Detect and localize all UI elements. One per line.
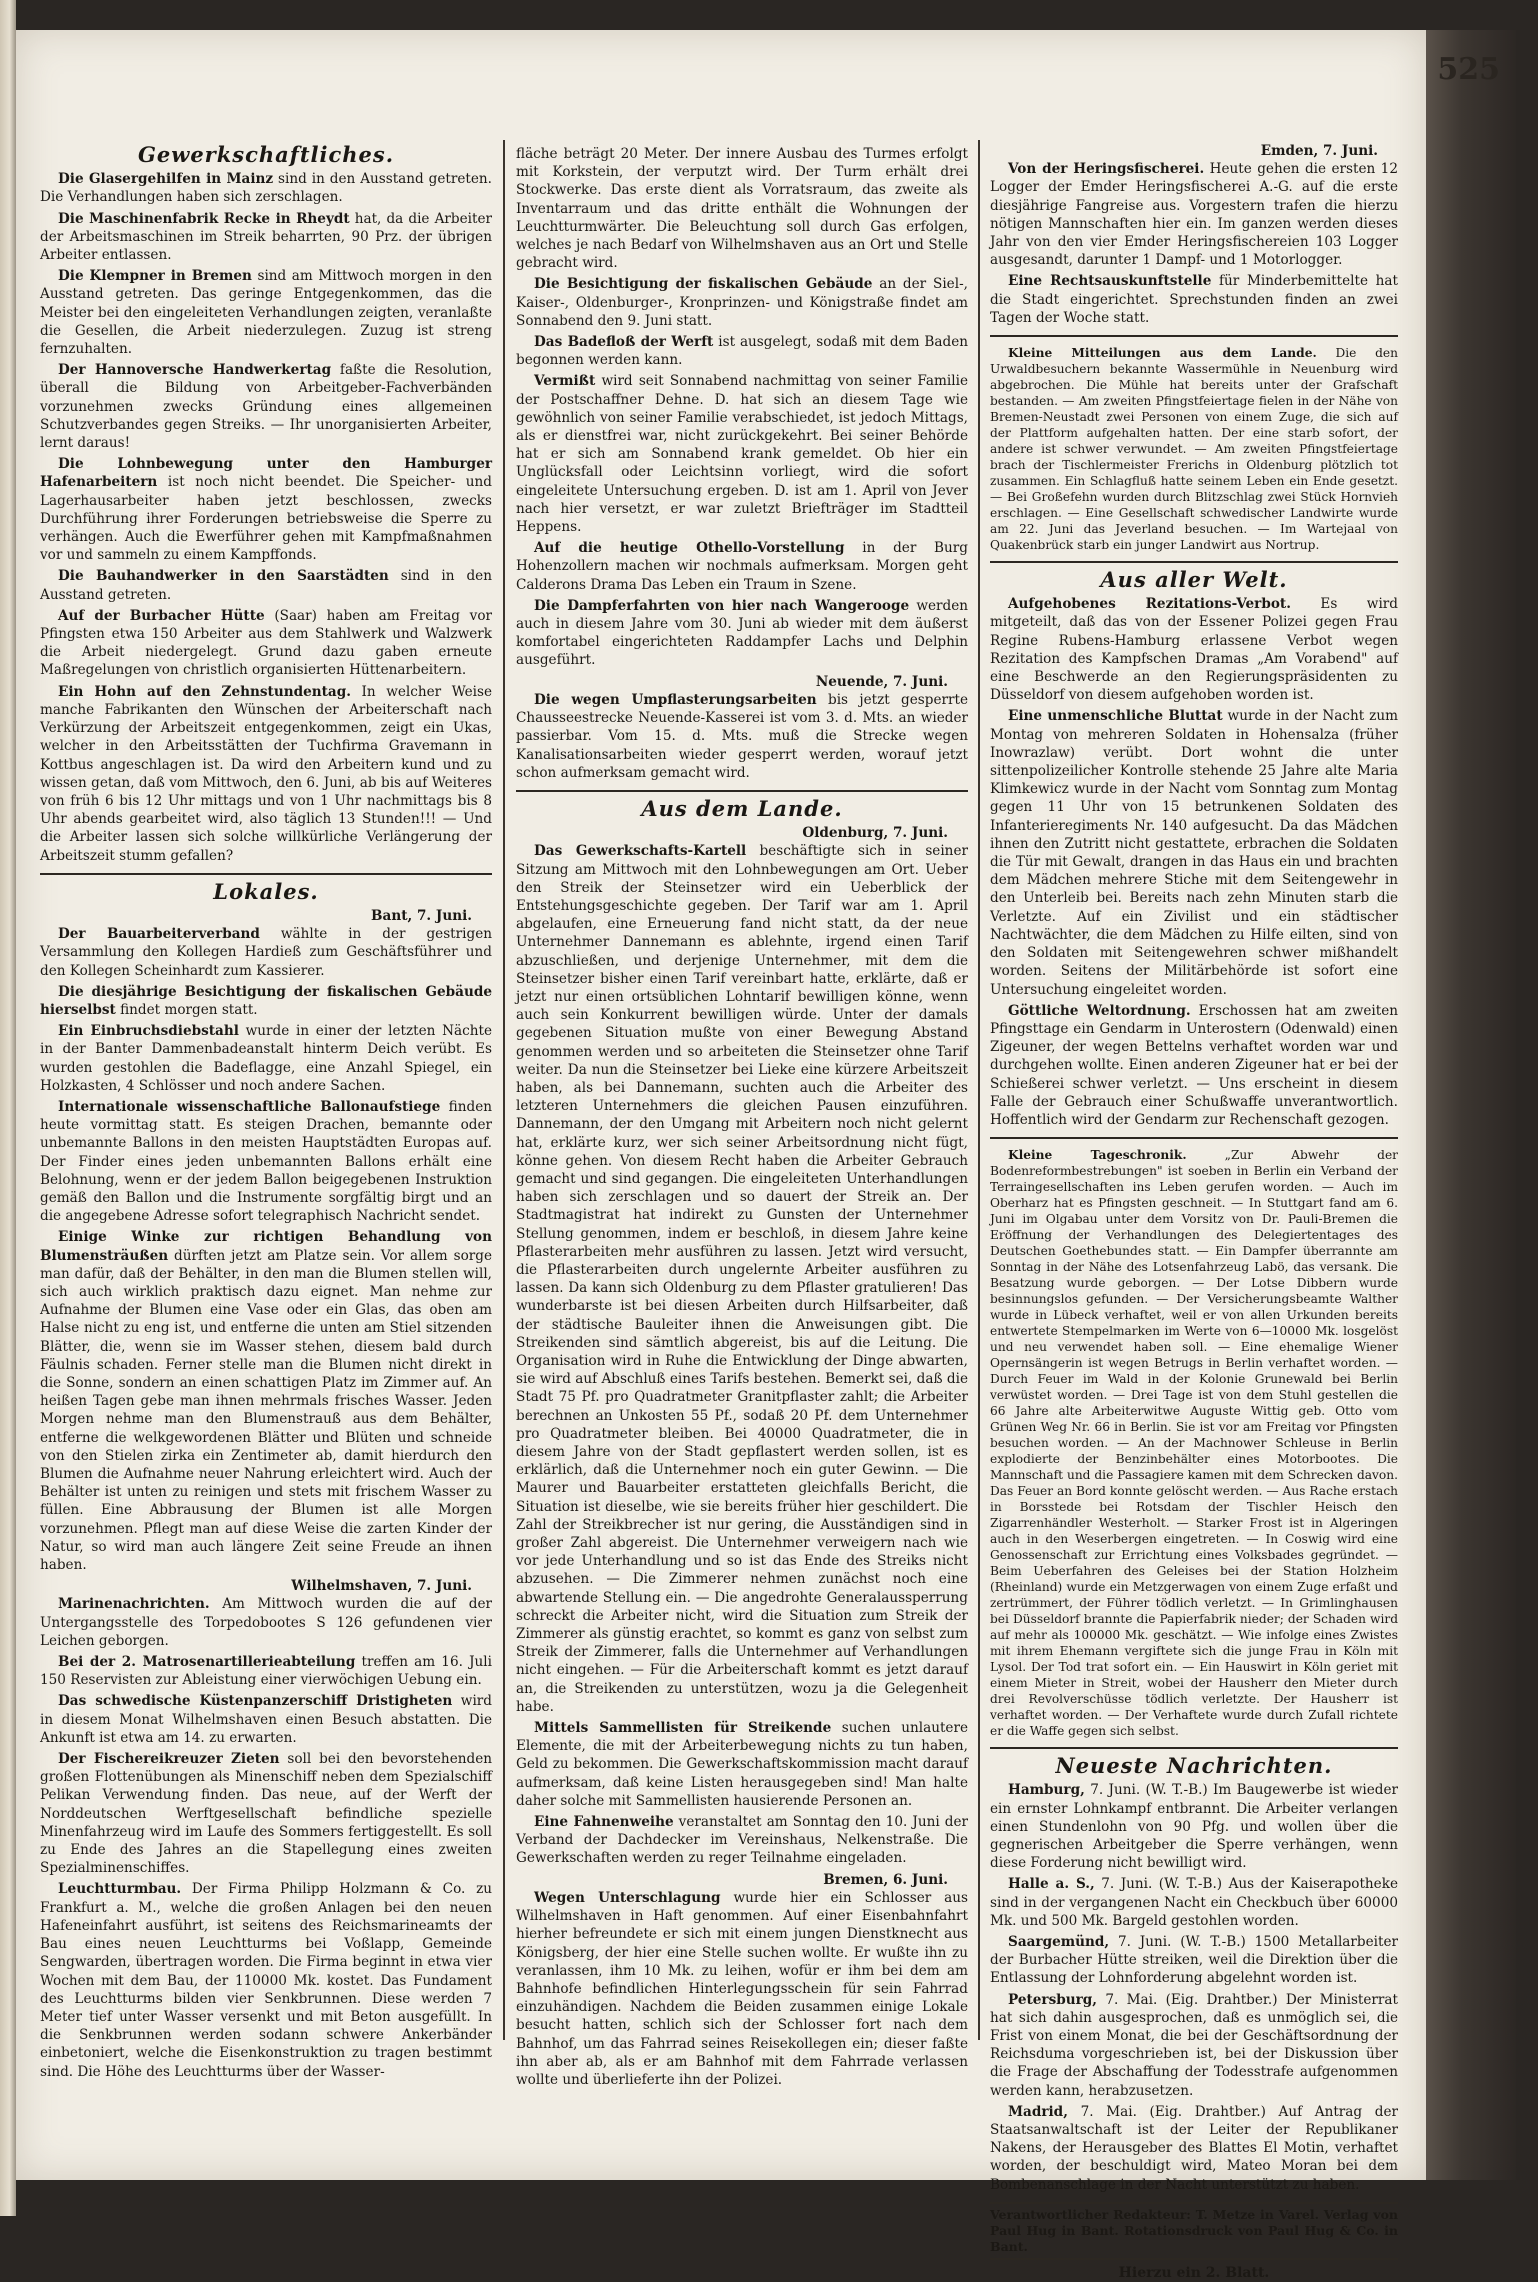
article-lead: Marinenachrichten. xyxy=(58,1596,210,1613)
article-text: wählte in der gestrigen Versammlung den Kollegen Hardieß zum Geschäftsführer und den Kollegen Scheinhardt zum Kassierer. xyxy=(40,926,492,979)
article-text: Am Mittwoch wurden die auf der Untergangsstelle des Torpedobootes S 126 gefundenen vier Leichen geborgen. xyxy=(40,1596,492,1649)
article-list xyxy=(40,170,492,865)
article-lead: Die Besichtigung der fiskalischen Gebäude xyxy=(534,276,873,293)
article-list xyxy=(516,691,968,782)
article-text: für Minderbemittelte hat die Stadt eingerichtet. Sprechstunden finden an zwei Tagen der Woche statt. xyxy=(990,273,1398,326)
article-lead: Einige Winke zur richtigen Behandlung von Blumensträußen xyxy=(40,1229,492,1264)
dateline: Bant, 7. Juni. xyxy=(371,907,472,924)
article xyxy=(40,1692,492,1747)
article-lead: Die Dampferfahrten von hier nach Wangerooge xyxy=(534,597,910,614)
article xyxy=(516,597,968,670)
article-text: (Saar) haben am Freitag vor Pfingsten etwa 150 Arbeiter aus dem Stahlwerk und Walzwerk die Arbeit niedergelegt. Grund dazu gaben erneute Maßregelungen von christlich organisierten Hüttenarbeitern. xyxy=(40,607,492,679)
article xyxy=(40,567,492,603)
section-title-lokales: Lokales. xyxy=(213,878,319,904)
article-list xyxy=(516,842,968,1867)
article-text: suchen unlautere Elemente, die mit der Arbeiterbewegung nichts zu tun haben, Geld zu bekommen. Die Gewerkschaftskommission macht darauf aufmerksam, daß keine Listen herausgegeben sind! Man halte daher solche mit Sammellisten hausierende Personen an. xyxy=(516,1720,969,1809)
article xyxy=(40,1750,492,1877)
article xyxy=(516,842,968,1716)
page-number: 525 xyxy=(1437,52,1500,87)
article-text: 7. Juni. (W. T.-B.) Aus der Kaiserapotheke sind in der vergangenen Nacht ein Checkbuch über 60000 Mk. und 500 Mk. Bargeld gestohlen worden. xyxy=(990,1876,1398,1929)
article xyxy=(40,1022,492,1095)
article xyxy=(516,1889,968,2089)
article-text: wurde in einer der letzten Nächte in der Banter Dammenbadeanstalt hinterm Deich verübt. Es wurden gestohlen die Badeflagge, eine Anzahl Spiegel, ein Holzkasten, 4 Schlösser und noch andere Sachen. xyxy=(40,1023,492,1094)
article xyxy=(40,455,492,564)
section-title-aus-aller-welt: Aus aller Welt. xyxy=(1100,567,1288,593)
article xyxy=(990,595,1398,704)
article xyxy=(516,691,968,782)
article-lead: Göttliche Weltordnung. xyxy=(1008,1002,1191,1019)
column-2 xyxy=(516,145,969,2088)
article-text: sind in den Ausstand getreten. Die Verhandlungen haben sich zerschlagen. xyxy=(40,171,493,206)
article-text: finden heute vormittag statt. Es steigen Drachen, bemannte oder unbemannte Ballons in den meisten Hauptstädten Europas auf. Der Finder eines jeden unbemannten Ballons erhält eine Belohnung, wenn er der jedem Ballon beigegebenen Instruktion gemäß den Ballon und die Instrumente sorgfältig birgt und an die angegebene Adresse sofort telegraphisch Nachricht sendet. xyxy=(40,1098,492,1225)
article xyxy=(40,683,492,865)
column-rule xyxy=(978,140,980,2040)
article-text: soll bei den bevorstehenden großen Flottenübungen als Minenschiff neben dem Spezialschiff Pelikan Verwendung finden. Das neue, auf der Werft der Norddeutschen Werftgesellschaft befindliche spezielle Minenfahrzeug wird im Laufe des Sommers fertiggestellt. Es soll zu Ende des Jahres an die Stapellegung eines zweiten Spezialminenschiffes. xyxy=(40,1751,492,1877)
article-lead: Auf der Burbacher Hütte xyxy=(58,607,265,624)
dateline: Wilhelmshaven, 7. Juni. xyxy=(291,1578,472,1595)
article xyxy=(40,925,492,980)
article-lead: Wegen Unterschlagung xyxy=(534,1889,721,1906)
article-lead: Das Gewerkschafts-Kartell xyxy=(534,843,747,860)
divider xyxy=(990,561,1398,563)
article-text: ist ausgelegt, sodaß mit dem Baden begonnen werden kann. xyxy=(516,334,968,369)
article-lead: Vermißt xyxy=(534,373,596,390)
article xyxy=(990,1875,1398,1930)
left-page-edge xyxy=(0,0,16,2216)
article xyxy=(990,160,1398,269)
article-text: 7. Mai. (Eig. Drahtber.) Der Ministerrat hat sich dahin ausgesprochen, daß es unmöglich sei, die Frist von einem Monat, die bei der Geschäftsordnung der Reichsduma vorgeschrieben ist, bei der Diskussion über die Frage der Abschaffung der Todesstrafe aufgenommen werden kann, herabzusetzen. xyxy=(990,1991,1398,2099)
article-text: an der Siel-, Kaiser-, Oldenburger-, Kronprinzen- und Königstraße findet am Sonnabend den 9. Juni statt. xyxy=(516,276,968,329)
article-text: werden auch in diesem Jahre vom 30. Juni ab wieder mit dem äußerst komfortabel eingerichteten Raddampfer Lachs und Delphin ausgeführt. xyxy=(516,597,968,669)
article-text: faßte die Resolution, überall die Bildung von Arbeitgeber-Fachverbänden vorzunehmen zwecks Gründung eines allgemeinen Schutzverbandes gegen Streiks. — Ihr unorganisierten Arbeiter, lernt daraus! xyxy=(40,362,492,452)
article-lead: Eine Fahnenweihe xyxy=(534,1814,674,1831)
dateline: Oldenburg, 7. Juni. xyxy=(802,825,948,842)
article-text: wird seit Sonnabend nachmittag von seiner Familie der Postschaffner Dehne. D. hat sich an diesem Tage wie gewöhnlich von seiner Familie verabschiedet, ist jedoch Mittags, als er dienstfrei war, nicht zurückgekehrt. Bei seiner Behörde hat er sich am Sonnabend krank gemeldet. Ob hier ein Unglücksfall oder Leichtsinn vorliegt, wird die sofort eingeleitete Untersuchung ergeben. D. ist am 1. April von Jever nach hier versetzt, er war zuletzt Briefträger im Stadtteil Heppens. xyxy=(516,373,968,536)
article xyxy=(990,1991,1398,2100)
divider xyxy=(990,335,1398,337)
article xyxy=(516,333,968,369)
section-title-gewerkschaftliches: Gewerkschaftliches. xyxy=(137,142,395,167)
article-tageschronik xyxy=(990,1147,1398,1739)
article xyxy=(40,1653,492,1689)
article-text: veranstaltet am Sonntag den 10. Juni der Verband der Dachdecker im Vereinshaus, Nelkenstraße. Die Gewerkschaften werden zu reger Teilnahme eingeladen. xyxy=(516,1814,968,1867)
section-title-aus-dem-lande: Aus dem Lande. xyxy=(641,795,843,821)
article-lead: Von der Heringsfischerei. xyxy=(1008,161,1205,178)
article-text: Die den Urwaldbesuchern bekannte Wassermühle in Neuenburg wird abgebrochen. Die Mühle hat bereits unter der Grafschaft bestanden. — Am zweiten Pfingstfeiertage fielen in der Nähe von Bremen-Neustadt zwei Personen von einem Zuge, die sich auf der Plattform aufgehalten hatten. Der eine starb sofort, der andere ist schwer verwundet. — Am zweiten Pfingstfeiertage brach der Tischlermeister Frerichs in Oldenburg plötzlich tot zusammen. Ein Schlagfluß hatte seinem Leben ein Ende gesetzt. — Bei Großefehn wurden durch Blitzschlag zwei Stück Hornvieh erschlagen. — Eine Gesellschaft schwedischer Landwirte wurde am 22. Juni das Jeverland besuchen. — Im Wartejaal von Quakenbrück starb ein junger Landwirt aus Nortrup. xyxy=(990,346,1398,553)
imprint: Verantwortlicher Redakteur: T. Metze in Varel. Verlag von Paul Hug in Bant. Rotationsdruck von Paul Hug & Co. in Bant. xyxy=(990,2202,1398,2260)
article-text: Heute gehen die ersten 12 Logger der Emder Heringsfischerei A.-G. auf die erste diesjährige Fangreise aus. Vorgestern trafen die hierzu nötigen Mannschaften hier ein. Im ganzen werden dieses Jahr von den vier Emder Heringsfischereien 103 Logger ausgesandt, darunter 1 Dampf- und 1 Motorlogger. xyxy=(990,161,1398,269)
article-kleine-mitteilungen xyxy=(990,345,1398,553)
article-text: ist noch nicht beendet. Die Speicher- und Lagerhausarbeiter haben jetzt beschlossen, zwecks Durchführung ihrer Forderungen betriebsweise die Sperre zu verhängen. Auch die Ewerführer gehen mit Kampfmaßnahmen vor und sammeln zu einem Kampffonds. xyxy=(40,474,492,564)
article xyxy=(40,983,492,1019)
article-text: 7. Juni. (W. T.-B.) Im Baugewerbe ist wieder ein ernster Lohnkampf entbrannt. Die Arbeiter verlangen einen Stundenlohn von 90 Pfg. und wollen über die gegnerischen Arbeitgeber die Sperre verhängen, wenn diese Forderung nicht bewilligt wird. xyxy=(990,1782,1398,1872)
dateline: Emden, 7. Juni. xyxy=(1260,143,1378,159)
article xyxy=(990,1781,1398,1872)
article-text: 7. Juni. (W. T.-B.) 1500 Metallarbeiter der Burbacher Hütte streiken, weil die Direktion über die Entlassung der Lohnforderung abgelehnt worden ist. xyxy=(990,1933,1398,1987)
article-text: dürften jetzt am Platze sein. Vor allem sorge man dafür, daß der Behälter, in den man die Blumen stellen will, sich auch wirklich praktisch dazu eignet. Man nehme zur Aufnahme der Blumen eine Vase oder ein Glas, das oben am Halse nicht zu eng ist, und entferne die unten am Stiel sitzenden Blätter, die, wenn sie im Wasser stehen, diesem bald durch Fäulnis schaden. Ferner stelle man die Blumen nicht direkt in die Sonne, sondern an einen schattigen Platz im Zimmer auf. An heißen Tagen gebe man ihnen mehrmals frisches Wasser. Jeden Morgen nehme man den Blumenstrauß aus dem Behälter, entferne die welkgewordenen Blätter und Blüten und schneide von den Stielen zirka ein Zentimeter ab, damit hierdurch den Blumen die Aufnahme neuer Nahrung erleichtert wird. Auch der Behälter ist unten zu reinigen und stets mit frischem Wasser zu füllen. Eine Abbrausung der Blumen ist alle Morgen vorzunehmen. Pflegt man auf diese Weise die zarten Kinder der Natur, so wird man auch längere Zeit seine Freude an ihnen haben. xyxy=(40,1247,492,1574)
article-lead: Bei der 2. Matrosenartillerieabteilung xyxy=(58,1654,356,1671)
article-text: findet morgen statt. xyxy=(115,1001,258,1018)
article-text: in der Burg Hohenzollern machen wir nochmals aufmerksam. Morgen geht Calderons Drama Das Leben ein Traum in Szene. xyxy=(516,540,968,593)
column-3 xyxy=(990,140,1398,2281)
column-1 xyxy=(40,140,493,2080)
article-lead: Kleine Mitteilungen aus dem Lande. xyxy=(1008,346,1317,361)
article-lead: Halle a. S., xyxy=(1008,1876,1095,1893)
article-list xyxy=(516,275,968,669)
article-lead: Eine Rechtsauskunftstelle xyxy=(1008,273,1212,290)
article-lead: Madrid, xyxy=(1008,2103,1068,2120)
article-text: hat, da die Arbeiter der Arbeitsmaschinen im Streik beharrten, 90 Prz. der übrigen Arbeiter entlassen. xyxy=(40,210,492,264)
article-text: Es wird mitgeteilt, daß das von der Essener Polizei gegen Frau Regine Rubens-Hamburg erlassene Verbot wegen Rezitation des Kampfschen Dramas „Am Vorabend" auf eine Beschwerde an den Regierungspräsidenten zu Düsseldorf von diesem aufgehoben worden ist. xyxy=(990,596,1398,704)
article-text: wurde in der Nacht zum Montag von mehreren Soldaten in Hohensalza (früher Inowrazlaw) verübt. Dort wohnt die unter sittenpolizeilicher Kontrolle stehende 25 Jahre alte Maria Klimkewicz wurde in der Nacht vom Sonntag zum Montag gegen 11 Uhr von 15 betrunkenen Soldaten des Infanterieregiments Nr. 140 aufgesucht. Da das Mädchen ihnen den Zutritt nicht gestattete, erbrachen die Soldaten die Tür mit Gewalt, drangen in das Haus ein und brachten dem Mädchen mehrere Stiche mit dem Seitengewehr in den Unterleib bei. Bereits nach zehn Minuten starb die Verletzte. Auf ein Zivilist und ein städtischer Nachtwächter, die dem Mädchen zu Hilfe eilten, sind von den Soldaten mit Seitengewehren schwer mißhandelt worden. Seitens der Militärbehörde ist sofort eine Untersuchung eingeleitet worden. xyxy=(990,708,1398,998)
article-lead: Die Bauhandwerker in den Saarstädten xyxy=(58,568,389,585)
article xyxy=(40,1228,492,1574)
article-lead: Hamburg, xyxy=(1008,1782,1085,1799)
article-lead: Internationale wissenschaftliche Ballonaufstiege xyxy=(58,1098,441,1115)
article-text: treffen am 16. Juli 150 Reservisten zur Ableistung einer vierwöchigen Uebung ein. xyxy=(40,1654,492,1689)
article-lead: Der Bauarbeiterverband xyxy=(58,926,260,943)
article-text: bis jetzt gesperrte Chausseestrecke Neuende-Kasserei ist vom 3. d. Mts. an wieder passierbar. Vom 15. d. Mts. muß die Strecke wegen Kanalisationsarbeiten wieder gesperrt werden, worauf jetzt schon aufmerksam gemacht wird. xyxy=(516,691,968,781)
article-lead: Das schwedische Küstenpanzerschiff Dristigheten xyxy=(58,1693,453,1710)
article xyxy=(990,707,1398,998)
article-text: wurde hier ein Schlosser aus Wilhelmshaven in Haft genommen. Auf einer Eisenbahnfahrt hierher befreundete er sich mit einem jungen Dienstknecht aus Königsberg, der hier eine Stelle suchen wollte. Er wußte ihn zu veranlassen, ihm 10 Mk. zu leihen, wofür er ihm bei dem am Bahnhofe befindlichen Hinterlegungsschein für sein Fahrrad einzuhändigen. Nachdem die Beiden zusammen einige Lokale besucht hatten, schlich sich der Schlosser fort nach dem Bahnhof, um das Fahrrad seines Reisekollegen ein; dieser faßte ihn aber ab, als er am Bahnhof mit dem Fahrrade verlassen wollte und überlieferte ihn der Polizei. xyxy=(516,1889,969,2088)
article xyxy=(516,275,968,330)
supplement-note: Hierzu ein 2. Blatt. xyxy=(1118,2264,1270,2281)
article xyxy=(990,1002,1398,1129)
dateline: Bremen, 6. Juni. xyxy=(823,1871,948,1888)
article-lead: Der Fischereikreuzer Zieten xyxy=(58,1751,280,1768)
article xyxy=(40,1098,492,1225)
article-text: Der Firma Philipp Holzmann & Co. zu Frankfurt a. M., welche die großen Anlagen bei den neuen Hafeneinfahrt ausführt, ist seitens des Reichsmarineamts der Bau eines neuen Leuchtturms bei Voßlapp, Gemeinde Sengwarden, übertragen worden. Die Firma beginnt in etwa vier Wochen mit dem Bau, der 110000 Mk. kostet. Das Fundament des Leuchtturms bilden vier Senkbrunnen. Diese werden 7 Meter tief unter Wasser versenkt und mit Beton ausgefüllt. In die Senkbrunnen werden sodann schwere Ankerbänder einbetoniert, welche die Eisenkonstruktion zu tragen bestimmt sind. Die Höhe des Leuchtturms über der Wasser- xyxy=(40,1881,492,2080)
article-lead: Der Hannoversche Handwerkertag xyxy=(58,362,332,379)
article xyxy=(516,539,968,594)
article-lead: Saargemünd, xyxy=(1008,1933,1110,1950)
article xyxy=(40,210,492,265)
article-lead: Auf die heutige Othello-Vorstellung xyxy=(534,540,845,557)
column-rule xyxy=(503,140,505,2040)
article-lead: Leuchtturmbau. xyxy=(58,1881,182,1898)
article-continuation: fläche beträgt 20 Meter. Der innere Ausbau des Turmes erfolgt mit Korkstein, der verputzt wird. Der Turm erhält drei Stockwerke. Das erste dient als Vorratsraum, das zweite als Inventarraum und das dritte enthält die Wohnungen der Leuchtturmwärter. Die Beleuchtung soll durch Gas erfolgen, welches je nach Bedarf von Wilhelmshaven aus an Ort und Stelle gebracht wird. xyxy=(516,146,968,272)
article-lead: Die Maschinenfabrik Recke in Rheydt xyxy=(58,210,350,227)
divider xyxy=(990,1747,1398,1749)
article-lead: Kleine Tageschronik. xyxy=(1008,1148,1187,1163)
divider xyxy=(516,790,968,792)
article-text: sind in den Ausstand getreten. xyxy=(40,568,492,603)
article xyxy=(990,1933,1398,1988)
article-lead: Mittels Sammellisten für Streikende xyxy=(534,1720,832,1737)
article-lead: Ein Einbruchsdiebstahl xyxy=(58,1023,239,1040)
article-lead: Die wegen Umpflasterungsarbeiten xyxy=(534,691,817,708)
article xyxy=(40,361,492,452)
article-lead: Aufgehobenes Rezitations-Verbot. xyxy=(1008,596,1291,613)
article-list xyxy=(40,1595,492,2080)
article xyxy=(516,1719,968,1810)
article xyxy=(516,372,968,536)
article xyxy=(516,1813,968,1868)
article-text: sind am Mittwoch morgen in den Ausstand getreten. Das geringe Entgegenkommen, das die Meister bei den eingeleiteten Verhandlungen zeigten, veranlaßte die Gesellen, die Arbeit niederzulegen. Zuzug ist streng fernzuhalten. xyxy=(40,268,492,358)
article-text: „Zur Abwehr der Bodenreformbestrebungen" ist soeben in Berlin ein Verband der Terraingesellschaften ins Leben gerufen worden. — Auch im Oberharz hat es Pfingsten geschneit. — In Stuttgart fand am 6. Juni im Olgabau unter dem Vorsitz von Dr. Pauli-Bremen die Eröffnung der Verhandlungen des Delegiertentages des Deutschen Goethebundes statt. — Ein Dampfer überrannte am Sonntag in der Nähe des Lotsenfahrzeug Labö, das versank. Die Besatzung wurde geborgen. — Der Lotse Dibbern wurde besinnungslos gefunden. — Der Versicherungsbeamte Walther wurde in Lübeck verhaftet, weil er von allen Urkunden bereits entwertete Stempelmarken im Werte von 6—10000 Mk. losgelöst und neu verwendet haben soll. — Eine ehemalige Wiener Opernsängerin ist wegen Betrugs in Berlin verhaftet worden. — Durch Feuer im Wald in der Kolonie Grunewald bei Berlin verwüstet worden. — Drei Tage ist von dem Stuhl gestellen die 66 Jahre alte Arbeiterwitwe Auguste Wittig geb. Otto vom Grünen Weg Nr. 66 in Berlin. Sie ist vor am Freitag vor Pfingsten besuchen worden. — An der Machnower Schleuse in Berlin explodierte der Benzinbehälter eines Motorbootes. Die Mannschaft und die Passagiere kamen mit dem Schrecken davon. Das Feuer an Bord konnte gelöscht werden. — Aus Rache erstach in Borsstede bei Rotsdam der Tischler Heisch den Zigarrenhändler Westerholt. — Starker Frost ist in Algeringen auch in den Weserbergen eingetreten. — In Coswig wird eine Genossenschaft zur Errichtung eines Volksbades gegründet. — Beim Ueberfahren des Geleises bei der Station Holzheim (Rheinland) wurde ein Metzgerwagen von einem Zuge erfaßt und zertrümmert, der Führer tödlich verletzt. — In Grimlinghausen bei Düsseldorf brannte die Papierfabrik nieder; der Schaden wird auf mehr als 100000 Mk. geschätzt. — Wie infolge eines Zwistes mit ihrem Ehemann vergiftete sich die junge Frau in Köln mit Lysol. Der Tod trat sofort ein. — Ein Hauswirt in Köln geriet mit einem Mieter in Streit, wobei der Hausherr den Mieter durch drei Revolverschüsse tödlich verletzte. Der Hausherr ist verhaftet worden. — Der Verhaftete wurde durch Zufall richtete er die Waffe gegen sich selbst. xyxy=(990,1148,1398,1739)
article-lead: Eine unmenschliche Bluttat xyxy=(1008,708,1223,725)
article-text: 7. Mai. (Eig. Drahtber.) Auf Antrag der Staatsanwaltschaft ist der Leiter der Republikaner Nakens, der Herausgeber des Blattes El Motin, verhaftet worden, der beschuldigt wird, Mateo Moran bei dem Bombenanschlage in der Nacht unterstützt zu haben. xyxy=(990,2103,1398,2193)
article-list xyxy=(990,595,1398,1129)
article-text: wird in diesem Monat Wilhelmshaven einen Besuch abstatten. Die Ankunft ist etwa am 14. zu erwarten. xyxy=(40,1693,492,1746)
article-lead: Die Glasergehilfen in Mainz xyxy=(58,171,274,188)
article-list xyxy=(990,1781,1398,2193)
article-lead: Die Lohnbewegung unter den Hamburger Hafenarbeitern xyxy=(40,456,492,491)
divider xyxy=(40,873,492,875)
article-list xyxy=(40,925,492,1574)
article-lead: Die diesjährige Besichtigung der fiskalischen Gebäude hierselbst xyxy=(40,983,492,1018)
article-text: Erschossen hat am zweiten Pfingsttage ein Gendarm in Unterostern (Odenwald) einen Zigeuner, der wegen Bettelns verhaftet worden war und durchgehen wollte. Einen anderen Zigeuner hat er bei der Schießerei schwer verletzt. — Uns erscheint in diesem Falle der Gebrauch einer Schußwaffe unverantwortlich. Hoffentlich wird der Gendarm zur Rechenschaft gezogen. xyxy=(990,1002,1398,1128)
divider xyxy=(990,1137,1398,1139)
book-binding-edge xyxy=(1426,30,1516,2180)
article-list xyxy=(990,160,1398,327)
article xyxy=(40,1880,492,2080)
article-lead: Ein Hohn auf den Zehnstundentag. xyxy=(58,683,351,700)
article xyxy=(990,272,1398,327)
article-lead: Die Klempner in Bremen xyxy=(58,268,252,285)
dateline: Neuende, 7. Juni. xyxy=(815,673,948,690)
article-text: beschäftigte sich in seiner Sitzung am Mittwoch mit den Lohnbewegungen am Ort. Ueber den Streik der Steinsetzer wird ein Ueberblick der Entstehungsgeschichte gegeben. Der Tarif war am 1. April abgelaufen, eine Erneuerung fand nicht statt, da der neue Unternehmer Dannemann es ablehnte, irgend einen Tarif abzuschließen, und derjenige Unternehmer, mit dem die Steinsetzer bisher einen Tarif vereinbart hatte, erklärte, daß er jetzt nur einen ortsüblichen Lohntarif bewilligen könne, wenn auch sein Konkurrent bewilligen würde. Unter der damals gegebenen Situation mußte von einer Bewegung Abstand genommen werden und so arbeiteten die Steinsetzer ohne Tarif weiter. Da nun die Steinsetzer bei Lieke eine kürzere Arbeitszeit haben, als bei Dannemann, suchten auch die Arbeiter des letzteren Unternehmers die gleichen Pausen einzuführen. Dannemann, der den Umgang mit Arbeitern noch nicht gelernt hat, erklärte kurz, wer sich seiner Arbeitsordnung nicht fügt, könne gehen. Von diesem Recht haben die Arbeiter Gebrauch gemacht und sind gegangen. Die eingeleiteten Unterhandlungen haben sich zerschlagen und so dauert der Streik an. Der Stadtmagistrat hat indirekt zu Gunsten der Unternehmer Stellung genommen, indem er beschloß, in diesem Jahre keine Pflasterarbeiten mehr ausführen zu lassen. Jetzt wird versucht, die Pflasterarbeiten durch ungelernte Arbeiter ausführen zu lassen. Da kann sich Oldenburg zu dem Pflaster gratulieren! Das wunderbarste ist bei diesen Arbeiten durch Hilfsarbeiter, daß der städtische Bauleiter ihnen die Anweisungen gibt. Die Streikenden sind sämtlich abgereist, bis auf die Leitung. Die Organisation wird in Ruhe die Entwicklung der Dinge abwarten, sie wird auf Abschluß eines Tarifs bestehen. Bemerkt sei, daß die Stadt 75 Pf. pro Quadratmeter Granitpflaster zahlt; die Arbeiter berechnen an Unkosten 55 Pf., sodaß 20 Pf. dem Unternehmer pro Quadratmeter bleiben. Bei 40000 Quadratmeter, die in diesem Jahre von der Stadt gepflastert werden sollen, ist es erklärlich, daß die Unternehmer noch ein guter Gewinn. — Die Maurer und Bauarbeiter erstatteten gleichfalls Bericht, die Situation ist dieselbe, wie sie bereits früher hier geschildert. Die Zahl der Streikbrecher ist nur gering, die Ausständigen sind in großer Zahl abgereist. Die Unternehmer verweigern nach wie vor jede Unterhandlung und so ist das Ende des Streiks nicht abzusehen. — Die Zimmerer nehmen zunächst noch eine abwartende Stellung ein. — Die angedrohte Generalaussperrung schreckt die Arbeiter nicht, wird die Situation zum Streik der Zimmerer als günstig erachtet, so kommt es ganz von selbst zum Streik der Zimmerer, falls die Unternehmer auf Verhandlungen nicht eingehen. — Für die Arbeiterschaft kommt es jetzt darauf an, die Streikenden zu unterstützen, wozu ja die Gelegenheit habe. xyxy=(516,843,968,1715)
article-lead: Das Badefloß der Werft xyxy=(534,334,714,351)
article-text: In welcher Weise manche Fabrikanten den Wünschen der Arbeiterschaft nach Verkürzung der Arbeitszeit entgegenkommen, zeigt ein Ukas, welcher in den Arbeitsstätten der Tuchfirma Gravemann in Kottbus angeschlagen ist. Da wird den Arbeitern kund und zu wissen getan, daß vom Mittwoch, den 6. Juni, ab bis auf Weiteres von früh 6 bis 12 Uhr mittags und von 1 Uhr nachmittags bis 8 Uhr abends gearbeitet wird, also täglich 13 Stunden!!! — Und die Arbeiter lassen sich solche willkürliche Verlängerung der Arbeitszeit stumm gefallen? xyxy=(40,683,492,864)
article xyxy=(40,170,492,206)
article xyxy=(40,267,492,358)
article-list xyxy=(516,1889,968,2089)
article-lead: Petersburg, xyxy=(1008,1991,1098,2008)
section-title-neueste-nachrichten: Neueste Nachrichten. xyxy=(1055,1753,1333,1779)
article xyxy=(40,1595,492,1650)
article xyxy=(40,607,492,680)
article xyxy=(990,2103,1398,2194)
